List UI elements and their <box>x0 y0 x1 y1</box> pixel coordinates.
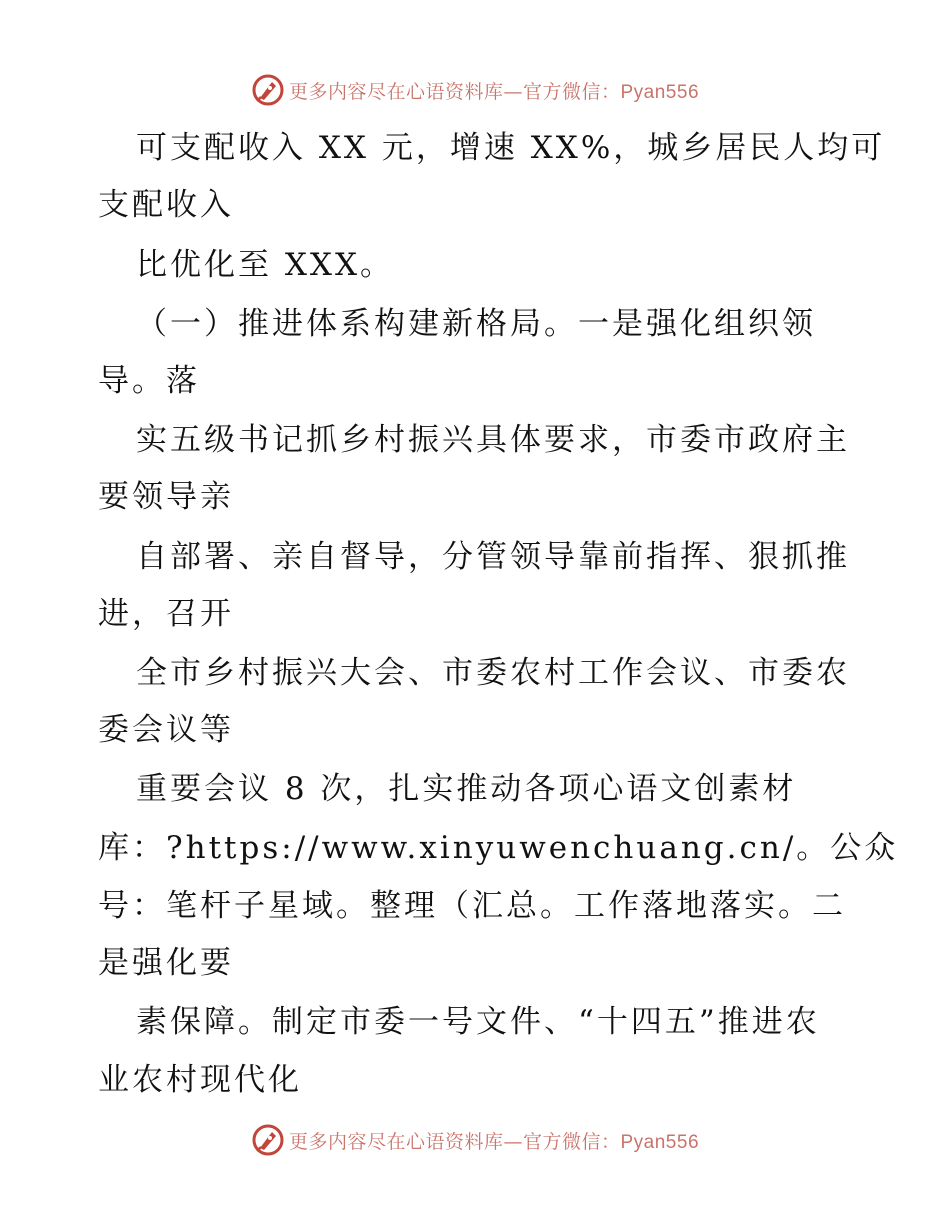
pen-nib-logo-icon <box>251 1123 285 1157</box>
watermark-main: 更多内容尽在心语资料库 <box>288 1130 504 1153</box>
watermark-label: 官方微信： <box>522 1130 621 1153</box>
body-line: （一）推进体系构建新格局。一是强化组织领 <box>136 306 816 342</box>
watermark-separator: — <box>503 80 523 103</box>
body-line: 是强化要 <box>98 945 234 981</box>
body-line: 素保障。制定市委一号文件、“十四五”推进农 <box>136 1004 820 1040</box>
body-line: 全市乡村振兴大会、市委农村工作会议、市委农 <box>136 655 850 691</box>
body-line: 支配收入 <box>98 187 234 223</box>
header-watermark <box>0 70 950 110</box>
watermark-wechat-id: Pyan556 <box>620 81 700 103</box>
watermark-label: 官方微信： <box>522 80 621 103</box>
body-line: 导。落 <box>98 363 200 399</box>
pen-nib-logo-icon <box>251 73 285 107</box>
body-line: 委会议等 <box>98 712 234 748</box>
body-line: 实五级书记抓乡村振兴具体要求，市委市政府主 <box>136 422 850 458</box>
body-line: 业农村现代化 <box>98 1062 302 1098</box>
watermark-wechat-id: Pyan556 <box>620 1131 700 1153</box>
body-line: 自部署、亲自督导，分管领导靠前指挥、狠抓推 <box>136 539 850 575</box>
body-line: 重要会议 8 次，扎实推动各项心语文创素材 <box>136 771 797 807</box>
body-line: 要领导亲 <box>98 479 234 515</box>
body-line: 比优化至 XXX。 <box>136 247 395 283</box>
body-line: 库：?https://www.xinyuwenchuang.cn/。公众 <box>98 830 899 866</box>
body-line: 进，召开 <box>98 596 234 632</box>
footer-watermark <box>0 1120 950 1160</box>
watermark-text <box>289 1127 699 1154</box>
body-line: 号：笔杆子星域。整理（汇总。工作落地落实。二 <box>98 888 846 924</box>
watermark-main: 更多内容尽在心语资料库 <box>288 80 504 103</box>
watermark-separator: — <box>503 1130 523 1153</box>
body-line: 可支配收入 XX 元，增速 XX%，城乡居民人均可 <box>136 130 886 166</box>
watermark-text <box>289 77 699 104</box>
